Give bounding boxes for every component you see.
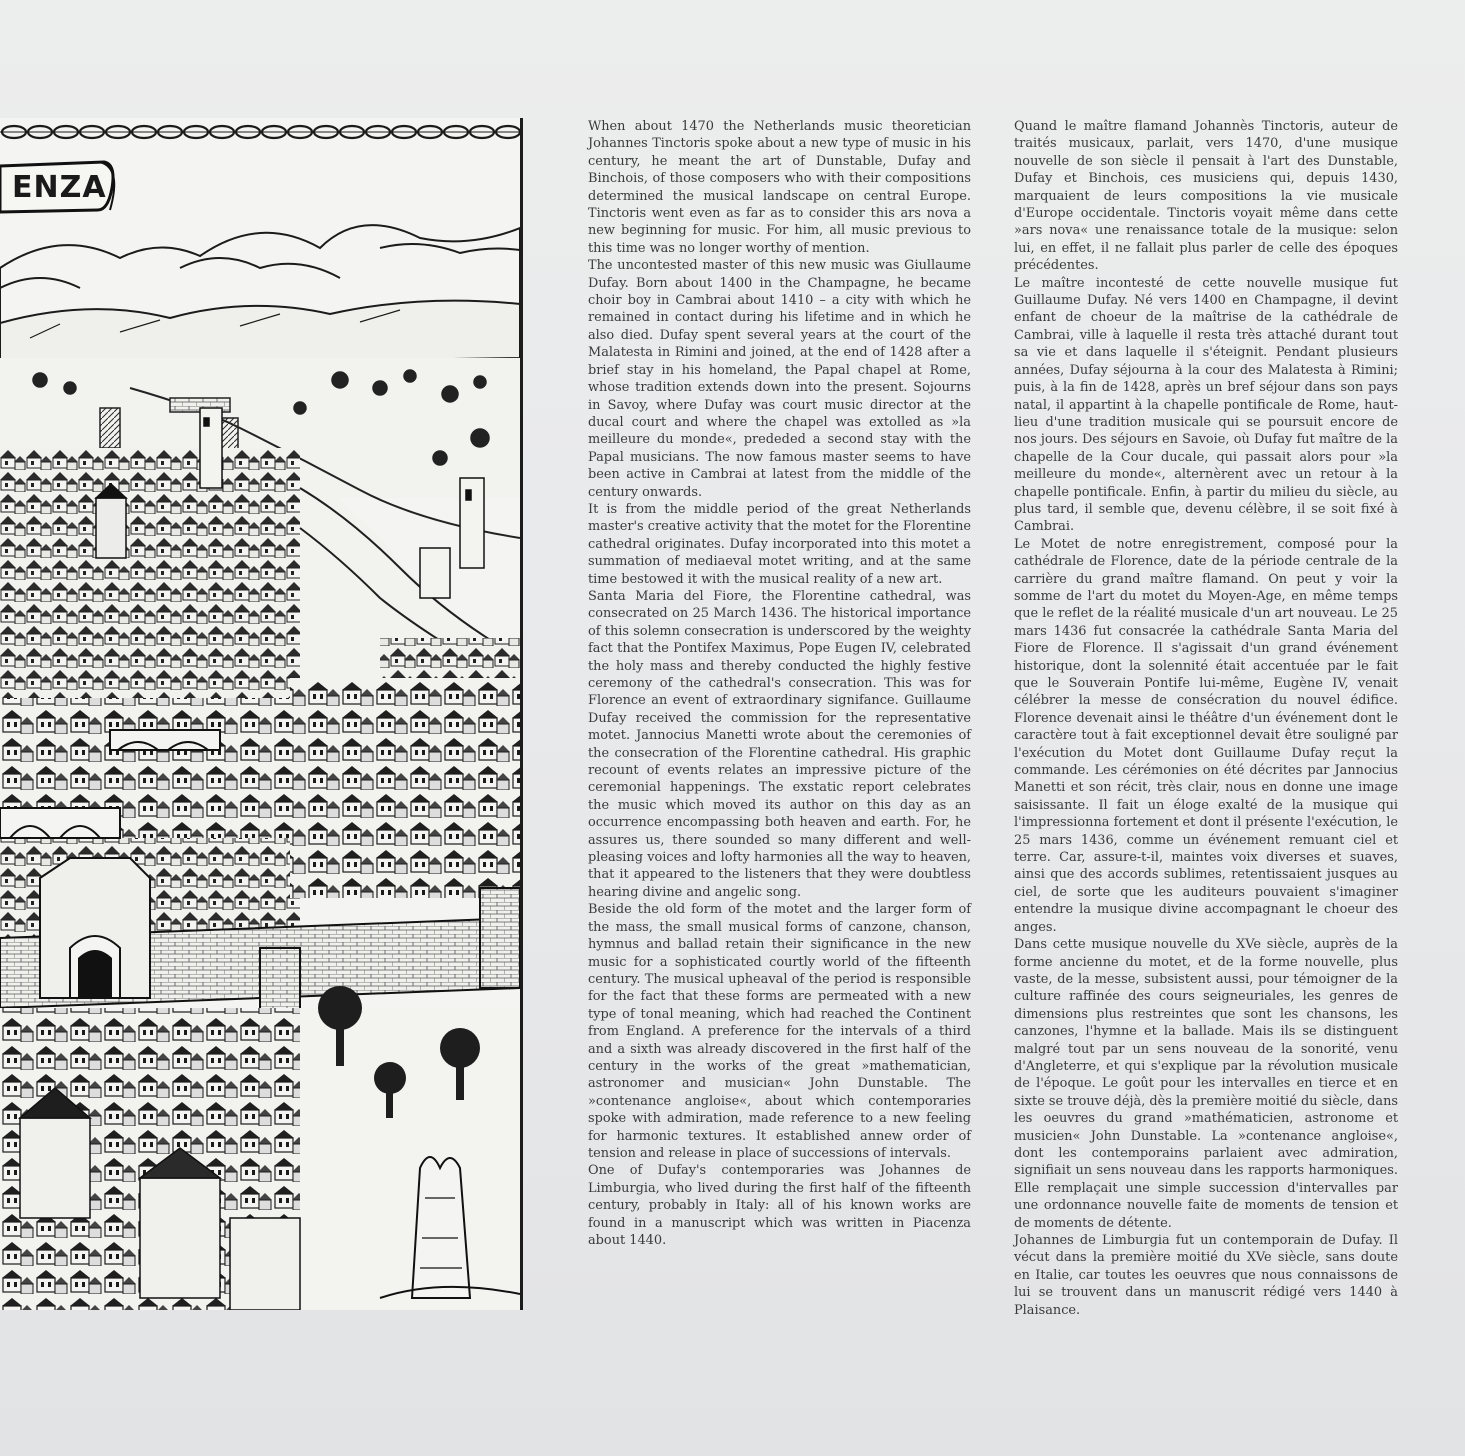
french-paragraph-5: Johannes de Limburgia fut un contemporain de Dufay. Il vécut dans la première moitié du XVe siècle, sans doute en Italie, car toutes les oeuvres que nous connaissons de lui se trouvent dans un manuscrit rédigé vers 1440 à Plaisance. [1014, 1233, 1398, 1318]
french-paragraph-4: Dans cette musique nouvelle du XVe siècle, auprès de la forme ancienne du motet, et de la forme nouvelle, plus vaste, de la messe, subsistent aussi, pour témoigner de la culture raffinée des cours seigneuriales, les genres de dimensions plus restreintes que sont les chansons, les canzones, l'hymne et la ballade. Mais ils se distinguent malgré tout par un sens nouveau de la sonorité, venu d'Angleterre, et qui s'explique par la révolution musicale de l'époque. Le goût pour les intervalles en tierce et en sixte se trouve déjà, dès la première moitié du siècle, dans les oeuvres du grand »mathématicien, astronome et musicien« John Dunstable. La »contenance angloise«, dont les contemporains parlaient avec admiration, signifiait un sens nouveau dans les rapports harmoniques. Elle remplaçait une simple succession d'intervalles par une ordonnance nouvelle faite de moments de tension et de moments de détente. [1014, 937, 1399, 1231]
mountains [0, 225, 520, 366]
city-engraving [0, 118, 520, 1310]
english-paragraph-1: When about 1470 the Netherlands music theoretician Johannes Tinctoris spoke about a new type of music in his century, he meant the art of Dunstable, Dufay and Binchois, of those composers who with their compositions determined the musical landscape on central Europe. Tinctoris went even as far as to consider this ars nova a new beginning for music. For him, all music previous to this time was no longer worthy of mention. [588, 119, 971, 256]
english-paragraph-6: One of Dufay's contemporaries was Johannes de Limburgia, who lived during the first half of the fifteenth century, probably in Italy: all of his known works are found in a manuscript which was written in Piacenza about 1440. [588, 1163, 971, 1248]
english-text-column [588, 118, 971, 1249]
english-paragraph-5: Beside the old form of the motet and the larger form of the mass, the small musical forms of canzone, chanson, hymnus and ballad retain their significance in the new music for a sophisticated courtly world of the fifteenth century. The musical upheaval of the period is responsible for the fact that these forms are permeated with a new type of tonal meaning, which had reached the Continent from England. A preference for the intervals of a third and a sixth was already discovered in the first half of the century in the works of the great »mathematician, astronomer and musician« John Dunstable. The »contenance angloise«, about which contemporaries spoke with admiration, made reference to a new feeling for harmonic textures. It established annew order of tension and release in place of successions of intervals. [588, 902, 971, 1161]
english-paragraph-3: It is from the middle period of the great Netherlands master's creative activity that the motet for the Florentine cathedral originates. Dufay incorporated into this motet a summation of mediaeval motet writing, and at the same time bestowed it with the musical reality of a new art. [588, 501, 971, 587]
english-paragraph-2: The uncontested master of this new music was Giullaume Dufay. Born about 1400 in the Champagne, he became choir boy in Cambrai about 1410 – a city with which he remained in contact during his lifetime and in which he also died. Dufay spent several years at the court of the Malatesta in Rimini and joined, at the end of 1428 after a brief stay in his homeland, the Papal chapel at Rome, whose tradition extends down into the present. Sojourns in Savoy, where Dufay was court music director at the ducal court and where the chapel was extolled as »la meilleure du monde«, prededed a second stay with the Papal musicians. The now famous master seems to have been active in Cambrai at latest from the middle of the century onwards. [588, 258, 971, 500]
french-paragraph-2: Le maître incontesté de cette nouvelle musique fut Guillaume Dufay. Né vers 1400 en Champagne, il devint enfant de choeur de la maîtrise de la cathédrale de Cambrai, ville à laquelle il resta très attaché durant tout sa vie et dans laquelle il s'éteignit. Pendant plusieurs années, Dufay séjourna à la cour des Malatesta à Rimini; puis, à la fin de 1428, après un bref séjour dans son pays natal, il appartint à la chapelle pontificale de Rome, haut-lieu d'une tradition musicale qui se poursuit encore de nos jours. Des séjours en Savoie, où Dufay fut maître de la chapelle de la Cour ducale, qui passait alors pour »la meilleure du monde«, alternèrent avec un retour à la chapelle pontificale. Enfin, à partir du milieu du siècle, au plus tard, il semble que, devenu célèbre, il se soit fixé à Cambrai. [1014, 275, 1398, 535]
french-paragraph-1: Quand le maître flamand Johannès Tinctoris, auteur de traités musicaux, parlait, vers 1470, d'une musique nouvelle de son siècle il pensait à l'art des Dunstable, Dufay et Binchois, ces musiciens qui, depuis 1430, marquaient de leurs compositions la vie musicale d'Europe occidentale. Tinctoris voyait même dans cette »ars nova« une renaissance totale de la musique: selon lui, en effet, il ne fallait plus parler de celle des époques précédentes. [1014, 119, 1398, 274]
english-paragraph-4: Santa Maria del Fiore, the Florentine cathedral, was consecrated on 25 March 1436. The historical importance of this solemn consecration is underscored by the weighty fact that the Pontifex Maximus, Pope Eugen IV, celebrated the holy mass and thereby conducted the highly festive ceremony of the cathedral's consecration. This was for Florence an event of extraordinary signifance. Guillaume Dufay received the commission for the representative motet. Jannocius Manetti wrote about the ceremonies of the consecration of the Florentine cathedral. His graphic recount of events relates an impressive picture of the ceremonial happenings. The exstatic report celebrates the music which moved its author on this day as an occurrence encompassing both heaven and earth. For, he assures us, there sounded so many different and well-pleasing voices and lofty harmonies all the way to heaven, that it appeared to the listeners that they were doubtless hearing divine and angelic song. [588, 588, 971, 900]
woodcut-illustration [0, 118, 523, 1310]
banner-title: ENZA [12, 170, 107, 205]
french-text-column [1014, 118, 1398, 1319]
french-paragraph-3: Le Motet de notre enregistrement, composé pour la cathédrale de Florence, date de la période centrale de la carrière du grand maître flamand. On peut y voir la somme de l'art du motet du Moyen-Age, en même temps que le reflet de la réalité musicale d'un art nouveau. Le 25 mars 1436 fut consacrée la cathédrale Santa Maria del Fiore de Florence. Il s'agissait d'un grand événement historique, dont la solennité était accentuée par le fait que le Souverain Pontife lui-même, Eugène IV, venait célébrer la messe de consécration du nouvel édifice. Florence devenait ainsi le théâtre d'un événement dont le caractère tout à fait exceptionnel devait être souligné par l'exécution du Motet dont Guillaume Dufay reçut la commande. Les cérémonies on été décrites par Jannocius Manetti et son récit, très clair, nous en donne une image saisissante. Il fait un éloge exalté de la musique qui l'impressionna fortement et dont il présente l'exécution, le 25 mars 1436, comme un événement remuant ciel et terre. Car, assure-t-il, maintes voix diverses et suaves, ainsi que des accords sublimes, retentissaient jusques au ciel, de sorte que les auditeurs pouvaient s'imaginer entendre la musique divine accompagnant le choeur des anges. [1014, 536, 1398, 935]
